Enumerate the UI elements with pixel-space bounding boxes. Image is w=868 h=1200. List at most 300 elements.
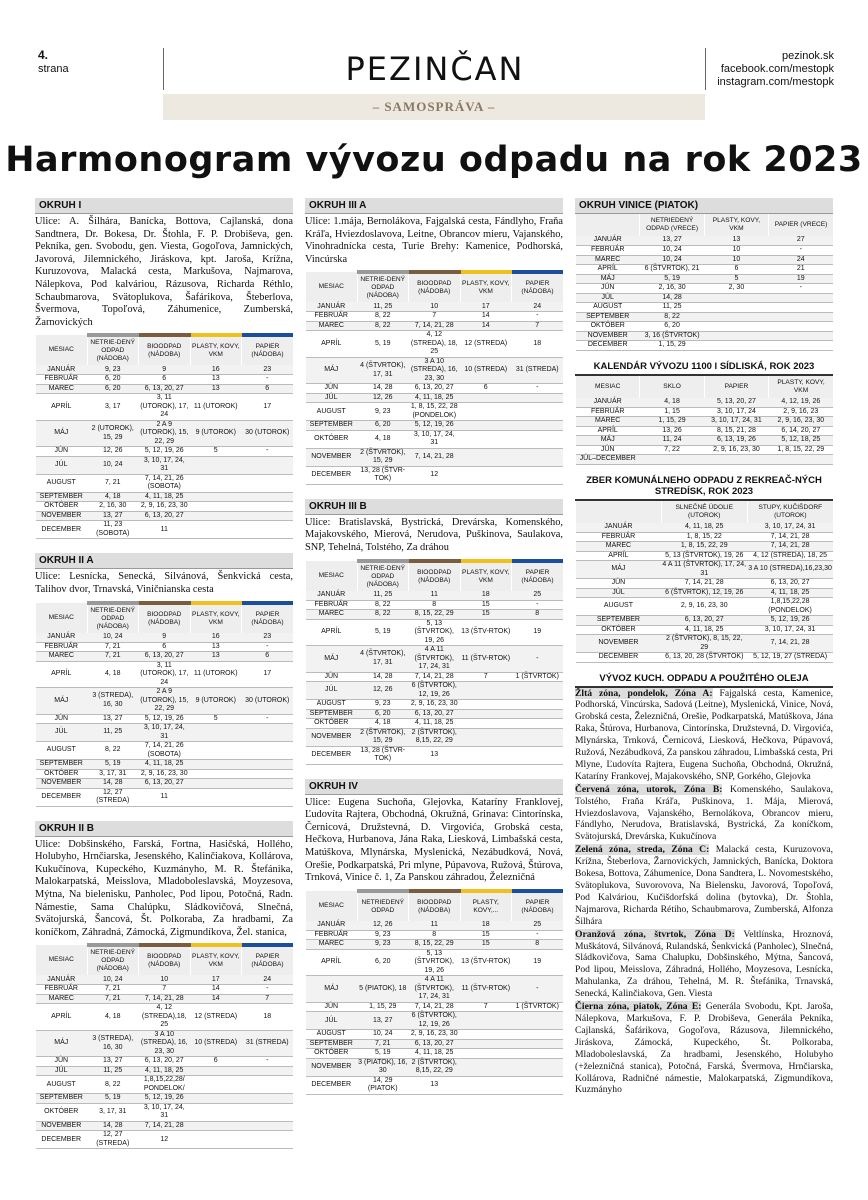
table-row bbox=[576, 561, 834, 579]
table-cell: 13, 27 bbox=[357, 1012, 409, 1030]
table-cell: 7, 14, 21, 28 bbox=[747, 532, 833, 542]
zone-label: Oranžová zóna, štvrtok, Zóna D: bbox=[575, 928, 735, 940]
table-cell: 1, 8, 15, 22, 29 bbox=[769, 445, 833, 455]
table-cell: 4, 18 bbox=[87, 492, 139, 502]
column-header: PAPIER (NÁDOBA) bbox=[512, 272, 564, 302]
table-cell: 11 (ŠTV-RTOK) bbox=[460, 646, 512, 673]
section-heading: ZBER KOMUNÁLNEHO ODPADU Z REKREAČ-NÝCH STREDÍSK, ROK 2023 bbox=[575, 471, 833, 501]
table-cell: 4, 11, 18, 25 bbox=[409, 1049, 461, 1059]
table-cell: 11, 23 (SOBOTA) bbox=[87, 521, 139, 539]
table-header bbox=[36, 335, 294, 365]
table-cell: 4, 18 bbox=[357, 430, 409, 448]
okruh-4 bbox=[305, 779, 563, 1095]
column-header: PLASTY, KOVY, VKM bbox=[190, 335, 242, 365]
table-cell bbox=[460, 1030, 512, 1040]
table-cell: 5, 13 (ŠTVRTOK), 19, 26 bbox=[661, 551, 747, 561]
column-header: PAPIER (NÁDOBA) bbox=[512, 561, 564, 591]
table-cell: 7 bbox=[242, 994, 294, 1004]
table-cell: NOVEMBER bbox=[36, 779, 88, 789]
table-cell: OKTÓBER bbox=[306, 719, 358, 729]
zone-label: Čierna zóna, piatok, Zóna E: bbox=[575, 1001, 702, 1013]
table-cell: 8, 22 bbox=[357, 610, 409, 620]
table-cell: NOVEMBER bbox=[36, 1121, 88, 1131]
table-cell: OKTÓBER bbox=[306, 430, 358, 448]
table-cell: 3, 10, 17, 24, 31 bbox=[139, 724, 191, 742]
table-cell: 17 bbox=[242, 661, 294, 688]
oil-section bbox=[575, 669, 833, 1097]
table-cell: 18 bbox=[460, 591, 512, 601]
table-row bbox=[306, 331, 564, 358]
table-cell: 7, 14, 21, 28 bbox=[747, 635, 833, 653]
table-cell: 2 A 9 (UTOROK), 15, 22, 29 bbox=[140, 420, 189, 445]
table-cell: 7, 21 bbox=[87, 642, 139, 652]
table-row bbox=[306, 976, 564, 1003]
table-row bbox=[36, 1131, 294, 1149]
table-cell: SEPTEMBER bbox=[36, 492, 88, 502]
table-cell bbox=[769, 331, 833, 341]
table-cell: SEPTEMBER bbox=[36, 760, 88, 770]
table-row bbox=[306, 672, 564, 682]
table-row bbox=[306, 921, 564, 931]
column-header: BIOODPAD (NÁDOBA) bbox=[139, 335, 191, 365]
table-cell: 10, 24 bbox=[357, 1030, 409, 1040]
table-cell: 5, 19 bbox=[357, 1049, 409, 1059]
table-cell bbox=[512, 448, 564, 466]
zone-streets: Fajgalská cesta, Kamenice, Podhorská, Vincúrska, Sadová (Leitne), Myslenická, Vinice, Nová, Grobská cesta, Železničná, Orešie, Podkarpatská, Matúškova, Jána Raka, Štúrova, Hurbanova, Cintorínska, Družstevná, D. Virgovića, Mlynárska, Trnková, Černicová, Liesková, Hečkova, Púpavová, Ružová, Nezábudková, Za panskou záhradou, Limbašská cesta, Pri Mlyne, Ľudovíta Rajtera, Eugena Suchoňa, Obchodná, Okružná, Kataríny Frankovej, Majakovského, SNP, Gorkého, Glejovka bbox=[575, 687, 833, 782]
instagram-link[interactable]: instagram.com/mestopk bbox=[717, 76, 834, 88]
table-row bbox=[306, 930, 564, 940]
table-cell: 4 A 11 (ŠTVRTOK), 17, 24, 31 bbox=[662, 561, 747, 577]
table-cell: 10 (STREDA) bbox=[460, 357, 512, 384]
table-cell: 3, 17, 31 bbox=[87, 1103, 139, 1121]
table-cell: JÚL–DECEMBER bbox=[576, 455, 640, 465]
okruh-2b bbox=[35, 821, 293, 1150]
column-header: PLASTY, KOVY, VKM bbox=[190, 945, 242, 975]
table-cell bbox=[190, 742, 242, 760]
table-cell: 6 (ŠTVRTOK), 12, 19, 26 bbox=[409, 682, 461, 700]
table-cell bbox=[242, 742, 294, 760]
column-header: PLASTY, KOVY, VKM bbox=[460, 272, 512, 302]
column-header: MESIAC bbox=[36, 335, 88, 365]
table-cell bbox=[704, 455, 768, 465]
table-cell: MAREC bbox=[306, 610, 358, 620]
table-cell bbox=[769, 312, 833, 322]
table-cell: APRÍL bbox=[306, 331, 358, 358]
column-header: PAPIER (NÁDOBA) bbox=[242, 335, 294, 365]
table-cell: 8, 15, 22, 29 bbox=[409, 610, 461, 620]
table-cell: MAREC bbox=[36, 994, 88, 1004]
column-header: NETRIE-DENÝ ODPAD (NÁDOBA) bbox=[87, 945, 139, 975]
table-row bbox=[36, 384, 294, 394]
table-header bbox=[306, 272, 564, 302]
table-cell bbox=[512, 746, 564, 764]
table-cell: - bbox=[769, 246, 833, 256]
table-cell bbox=[769, 341, 833, 351]
table-cell bbox=[704, 341, 768, 351]
table-cell: 14, 28 bbox=[640, 293, 704, 303]
table-cell: 1, 15, 29 bbox=[640, 341, 704, 351]
table-cell: 13, 28 (ŠTVR-TOK) bbox=[357, 466, 409, 484]
table-cell bbox=[512, 1049, 564, 1059]
table-cell: 6, 13, 20, 27 bbox=[409, 1039, 461, 1049]
table-cell bbox=[512, 1039, 564, 1049]
okruh-2a bbox=[35, 553, 293, 806]
street-list: Ulice: Bratislavská, Bystrická, Drevárska, Komenského, Majakovského, Mierová, Nerudova, Puškinova, Saulakova, SNP, Tehelná, Tolstého, Za dráhou bbox=[305, 516, 563, 554]
table-row bbox=[576, 312, 834, 322]
table-row bbox=[306, 746, 564, 764]
table-row bbox=[306, 591, 564, 601]
table-cell bbox=[460, 719, 512, 729]
rekreacne-table bbox=[575, 501, 833, 663]
zone-list bbox=[575, 688, 833, 1097]
section-heading: OKRUH II A bbox=[35, 553, 293, 569]
table-row bbox=[306, 1058, 564, 1076]
table-header bbox=[36, 945, 294, 975]
table-cell: 6 bbox=[139, 375, 191, 385]
table-cell bbox=[242, 1094, 294, 1104]
table-cell: 14 bbox=[460, 321, 512, 331]
page-header bbox=[0, 0, 868, 100]
table-cell: 4, 11, 18, 25 bbox=[409, 719, 461, 729]
table-cell: 14, 28 bbox=[357, 384, 409, 394]
column-header: BIOODPAD (NÁDOBA) bbox=[409, 272, 461, 302]
table-row bbox=[36, 1094, 294, 1104]
column-header: PLASTY, KOVY, VKM bbox=[704, 214, 768, 236]
table-cell: 13 (ŠTV-RTOK) bbox=[460, 949, 512, 976]
table-row bbox=[36, 779, 294, 789]
table-cell: OKTÓBER bbox=[576, 322, 640, 332]
table-cell bbox=[190, 788, 242, 806]
table-cell: 11 bbox=[409, 921, 461, 931]
table-cell bbox=[512, 430, 564, 448]
table-cell: 7 bbox=[409, 312, 461, 322]
table-cell: JANUÁR bbox=[576, 398, 640, 408]
table-row bbox=[306, 357, 564, 384]
table-cell bbox=[704, 312, 768, 322]
table-cell: JÚN bbox=[36, 447, 88, 457]
table-row bbox=[36, 661, 294, 688]
table-row bbox=[36, 394, 294, 421]
table-cell: 8, 22 bbox=[357, 321, 409, 331]
table-cell: 19 bbox=[769, 274, 833, 284]
table-cell: 4, 11, 18, 25 bbox=[139, 1066, 191, 1076]
facebook-link[interactable]: facebook.com/mestopk bbox=[720, 63, 834, 75]
table-cell: 4, 18 bbox=[87, 661, 139, 688]
table-cell bbox=[242, 779, 294, 789]
table-cell: SEPTEMBER bbox=[576, 312, 640, 322]
column-header: NETRIE-DENÝ ODPAD (NÁDOBA) bbox=[87, 603, 139, 633]
column-header: MESIAC bbox=[36, 945, 88, 975]
column-header: BIOODPAD (NÁDOBA) bbox=[139, 945, 191, 975]
table-cell: 5, 19 bbox=[87, 1094, 139, 1104]
table-cell: 13 bbox=[190, 375, 242, 385]
table-cell bbox=[242, 1066, 294, 1076]
table-cell: 7, 14, 21, 26 (SOBOTA) bbox=[139, 742, 191, 760]
table-cell: MÁJ bbox=[36, 1030, 88, 1057]
table-cell: 24 bbox=[242, 975, 294, 985]
table-cell: 7 bbox=[512, 321, 564, 331]
table-cell bbox=[190, 502, 242, 512]
table-cell: 6 bbox=[242, 384, 294, 394]
table-cell: 8 bbox=[409, 600, 461, 610]
table-row bbox=[36, 714, 294, 724]
table-cell: 13 bbox=[190, 642, 242, 652]
table-cell: 3 A 10 (STREDA), 16, 23, 30 bbox=[409, 357, 461, 384]
table-cell: JANUÁR bbox=[306, 921, 358, 931]
table-row bbox=[306, 393, 564, 403]
table-cell: 24 bbox=[769, 255, 833, 265]
table-cell: FEBRUÁR bbox=[576, 246, 640, 256]
table-cell: - bbox=[512, 600, 564, 610]
table-cell: 1, 15 bbox=[640, 407, 704, 417]
table-cell: APRÍL bbox=[36, 661, 88, 688]
table-header bbox=[306, 561, 564, 591]
table-cell: 11, 25 bbox=[357, 591, 409, 601]
table-row bbox=[306, 384, 564, 394]
table-cell: 7, 21 bbox=[87, 994, 139, 1004]
table-row bbox=[306, 312, 564, 322]
table-row bbox=[36, 456, 294, 474]
table-cell: 10 bbox=[704, 255, 768, 265]
table-cell: 5, 13 (ŠTVRTOK), 19, 26 bbox=[409, 949, 461, 976]
schedule-table bbox=[35, 943, 293, 1149]
table-cell: 3 (STREDA), 16, 30 bbox=[87, 1030, 139, 1057]
column-header: PAPIER (NÁDOBA) bbox=[512, 891, 564, 921]
table-cell: 5, 19 bbox=[357, 619, 409, 646]
table-cell: 3, 10, 17, 24, 31 bbox=[747, 625, 833, 635]
table-cell: JÚN bbox=[36, 714, 88, 724]
table-cell: 19 bbox=[512, 619, 564, 646]
table-cell: 5, 12, 18, 25 bbox=[769, 436, 833, 446]
table-cell: NOVEMBER bbox=[306, 728, 358, 746]
table-cell: 5, 12, 19, 26 bbox=[139, 447, 191, 457]
table-cell bbox=[242, 474, 294, 492]
table-row bbox=[36, 1076, 294, 1094]
table-cell: 5 bbox=[704, 274, 768, 284]
column-header: BIOODPAD (NÁDOBA) bbox=[409, 561, 461, 591]
table-cell: 2 (ŠTVRTOK), 15, 29 bbox=[357, 448, 409, 466]
table-cell: 4, 11, 18, 25 bbox=[139, 760, 191, 770]
section-heading: VÝVOZ KUCH. ODPADU A POUŽITÉHO OLEJA bbox=[575, 669, 833, 688]
table-cell bbox=[769, 303, 833, 313]
table-row bbox=[306, 466, 564, 484]
table-cell: 5, 12, 19, 26 bbox=[139, 714, 191, 724]
table-cell bbox=[190, 1094, 242, 1104]
table-cell bbox=[460, 728, 512, 746]
table-cell: 3, 11 (UTOROK), 17, 24 bbox=[140, 661, 189, 686]
table-cell: 3, 10, 17, 24, 31 bbox=[139, 1103, 191, 1121]
table-cell: 1, 15, 29 bbox=[640, 417, 704, 427]
table-row bbox=[36, 975, 294, 985]
table-cell bbox=[190, 724, 242, 742]
column-header bbox=[576, 214, 640, 236]
table-cell: 7, 14, 21, 28 bbox=[139, 994, 191, 1004]
table-cell: 2, 9, 16, 23, 30 bbox=[661, 598, 747, 616]
table-cell: APRÍL bbox=[306, 619, 358, 646]
column-header: SKLO bbox=[640, 376, 704, 398]
table-cell: 1, 8, 15, 22, 28 (PONDELOK) bbox=[409, 403, 461, 421]
table-cell: 4, 11, 18, 25 bbox=[409, 393, 461, 403]
table-row bbox=[306, 448, 564, 466]
column-header: NETRIE-DENÝ ODPAD (NÁDOBA) bbox=[357, 561, 409, 591]
table-cell: 6, 13, 20, 27 bbox=[139, 779, 191, 789]
table-cell: 21 bbox=[769, 265, 833, 275]
table-cell: - bbox=[242, 985, 294, 995]
zone-paragraph bbox=[575, 844, 833, 927]
table-cell: 15 bbox=[460, 940, 512, 950]
table-row bbox=[306, 321, 564, 331]
table-cell: 2, 9, 16, 23, 30 bbox=[139, 502, 191, 512]
table-cell: 2, 9, 16, 23, 30 bbox=[139, 769, 191, 779]
table-cell: 13, 27 bbox=[87, 714, 139, 724]
table-row bbox=[576, 426, 834, 436]
column-header: PAPIER (NÁDOBA) bbox=[242, 603, 294, 633]
table-cell: OKTÓBER bbox=[36, 769, 88, 779]
table-cell: 12, 26 bbox=[357, 682, 409, 700]
table-row bbox=[306, 302, 564, 312]
table-cell bbox=[460, 1012, 512, 1030]
table-cell: 8, 22 bbox=[357, 312, 409, 322]
table-row bbox=[36, 365, 294, 375]
masthead: PEZINČAN bbox=[345, 50, 525, 88]
table-cell: 3, 10, 17, 24 bbox=[704, 407, 768, 417]
column-header: NETRIE-DENÝ ODPAD (NÁDOBA) bbox=[87, 335, 139, 365]
table-cell: OKTÓBER bbox=[36, 1103, 88, 1121]
table-cell: 6, 13, 20, 27 bbox=[409, 384, 461, 394]
table-cell: 6 (ŠTVRTOK), 12, 19, 26 bbox=[661, 588, 747, 598]
table-cell: JÚL bbox=[576, 588, 662, 598]
table-cell: 4, 12 (STREDA),18, 25 bbox=[139, 1004, 191, 1031]
table-cell: 4, 11, 18, 25 bbox=[661, 625, 747, 635]
table-cell: 3, 10, 17, 24, 31 bbox=[704, 417, 768, 427]
table-cell bbox=[769, 293, 833, 303]
column-header: MESIAC bbox=[36, 603, 88, 633]
table-cell: 1 (ŠTVRTOK) bbox=[512, 1002, 564, 1012]
column-header: MESIAC bbox=[306, 272, 358, 302]
table-cell: SEPTEMBER bbox=[36, 1094, 88, 1104]
table-cell: JANUÁR bbox=[576, 236, 640, 246]
table-cell bbox=[242, 1121, 294, 1131]
table-cell: 16 bbox=[190, 633, 242, 643]
table-header bbox=[306, 891, 564, 921]
table-cell: - bbox=[242, 714, 294, 724]
table-row bbox=[576, 455, 834, 465]
table-cell: 11 bbox=[139, 788, 191, 806]
table-cell bbox=[190, 492, 242, 502]
table-header bbox=[576, 214, 834, 236]
table-cell: - bbox=[512, 646, 564, 673]
table-cell: JÚL bbox=[306, 1012, 358, 1030]
table-cell bbox=[704, 303, 768, 313]
page-number: 4. bbox=[38, 48, 49, 62]
table-cell: 4, 11, 18, 25 bbox=[661, 523, 747, 533]
table-row bbox=[36, 1066, 294, 1076]
table-cell bbox=[460, 682, 512, 700]
table-row bbox=[576, 523, 834, 533]
table-cell: 5, 19 bbox=[87, 760, 139, 770]
column-header: BIOODPAD (NÁDOBA) bbox=[409, 891, 461, 921]
table-cell: 1,8,15,22,28 (PONDELOK) bbox=[747, 598, 833, 616]
table-cell bbox=[512, 1058, 564, 1076]
column-header: PLASTY, KOVY, VKM bbox=[460, 561, 512, 591]
table-row bbox=[36, 985, 294, 995]
table-cell: 6, 13, 20, 27 bbox=[139, 384, 191, 394]
zone-label: Zelená zóna, streda, Zóna C: bbox=[575, 844, 710, 856]
table-cell: APRÍL bbox=[36, 1004, 88, 1031]
table-cell: 12 (STREDA) bbox=[190, 1004, 242, 1031]
table-cell: APRÍL bbox=[306, 949, 358, 976]
table-row bbox=[576, 579, 834, 589]
table-cell: 4, 11, 18, 25 bbox=[747, 588, 833, 598]
table-cell: JÚN bbox=[576, 284, 640, 294]
table-cell: 9, 23 bbox=[357, 700, 409, 710]
table-cell: 7 bbox=[460, 1002, 512, 1012]
table-cell: 9, 23 bbox=[357, 403, 409, 421]
table-cell: DECEMBER bbox=[36, 521, 88, 539]
table-cell: 1, 8, 15, 22 bbox=[661, 532, 747, 542]
table-cell: 13, 26 bbox=[640, 426, 704, 436]
table-cell: 30 (UTOROK) bbox=[242, 420, 294, 447]
table-cell: 5 bbox=[190, 447, 242, 457]
table-cell: 3, 10, 17, 24, 31 bbox=[139, 456, 191, 474]
table-cell bbox=[190, 521, 242, 539]
table-cell bbox=[242, 492, 294, 502]
table-cell: 5, 19 bbox=[640, 274, 704, 284]
table-cell: 2, 9, 16, 23, 30 bbox=[704, 445, 768, 455]
table-cell: 14, 28 bbox=[357, 672, 409, 682]
table-cell: 5, 19 bbox=[357, 331, 409, 358]
table-row bbox=[36, 492, 294, 502]
zone-streets: Komenského, Saulakova, Tolstého, Fraňa Kráľa, Puškinova, 1. Mája, Mierová, Hviezdoslavova, Vajanského, Bernolákova, Obrancov mieru, Fándlyho, Nerudova, Bratislavská, Bystrická, Za koníčkom, Svätojurská, Drevárska, Kukučínova bbox=[575, 783, 833, 843]
table-cell: 9 bbox=[139, 365, 191, 375]
table-header bbox=[576, 376, 834, 398]
table-row bbox=[576, 246, 834, 256]
column-header: PLASTY, KOVY,... bbox=[460, 891, 512, 921]
table-cell: 7 bbox=[460, 672, 512, 682]
table-cell bbox=[460, 709, 512, 719]
column-header: PAPIER bbox=[704, 376, 768, 398]
table-cell: AUGUST bbox=[306, 700, 358, 710]
table-cell: 9, 23 bbox=[357, 940, 409, 950]
table-row bbox=[576, 331, 834, 341]
table-cell: JÚN bbox=[576, 579, 662, 589]
table-cell: 16 bbox=[190, 365, 242, 375]
table-row bbox=[306, 1002, 564, 1012]
schedule-table bbox=[305, 889, 563, 1095]
table-cell bbox=[190, 1076, 242, 1094]
website-link[interactable]: pezinok.sk bbox=[782, 50, 834, 62]
column-header: MESIAC bbox=[306, 891, 358, 921]
table-cell: 2, 16, 30 bbox=[87, 502, 139, 512]
table-cell: JANUÁR bbox=[576, 523, 662, 533]
table-row bbox=[306, 619, 564, 646]
table-cell bbox=[242, 1076, 294, 1094]
table-cell: 11, 25 bbox=[357, 302, 409, 312]
table-cell bbox=[190, 474, 242, 492]
table-cell: 5 (PIATOK), 18 bbox=[357, 976, 409, 1003]
table-row bbox=[306, 682, 564, 700]
table-cell: 12 bbox=[409, 466, 461, 484]
zone-paragraph bbox=[575, 784, 833, 844]
table-cell: 7, 14, 21, 28 bbox=[139, 1121, 191, 1131]
column-1 bbox=[35, 198, 293, 1155]
table-cell: 14 bbox=[460, 312, 512, 322]
vinice-section bbox=[575, 198, 833, 351]
table-cell: - bbox=[242, 1057, 294, 1067]
table-cell: 12, 27 (STREDA) bbox=[87, 1131, 139, 1149]
table-cell: 6, 13, 20, 27 bbox=[409, 709, 461, 719]
table-cell: 27 bbox=[769, 236, 833, 246]
